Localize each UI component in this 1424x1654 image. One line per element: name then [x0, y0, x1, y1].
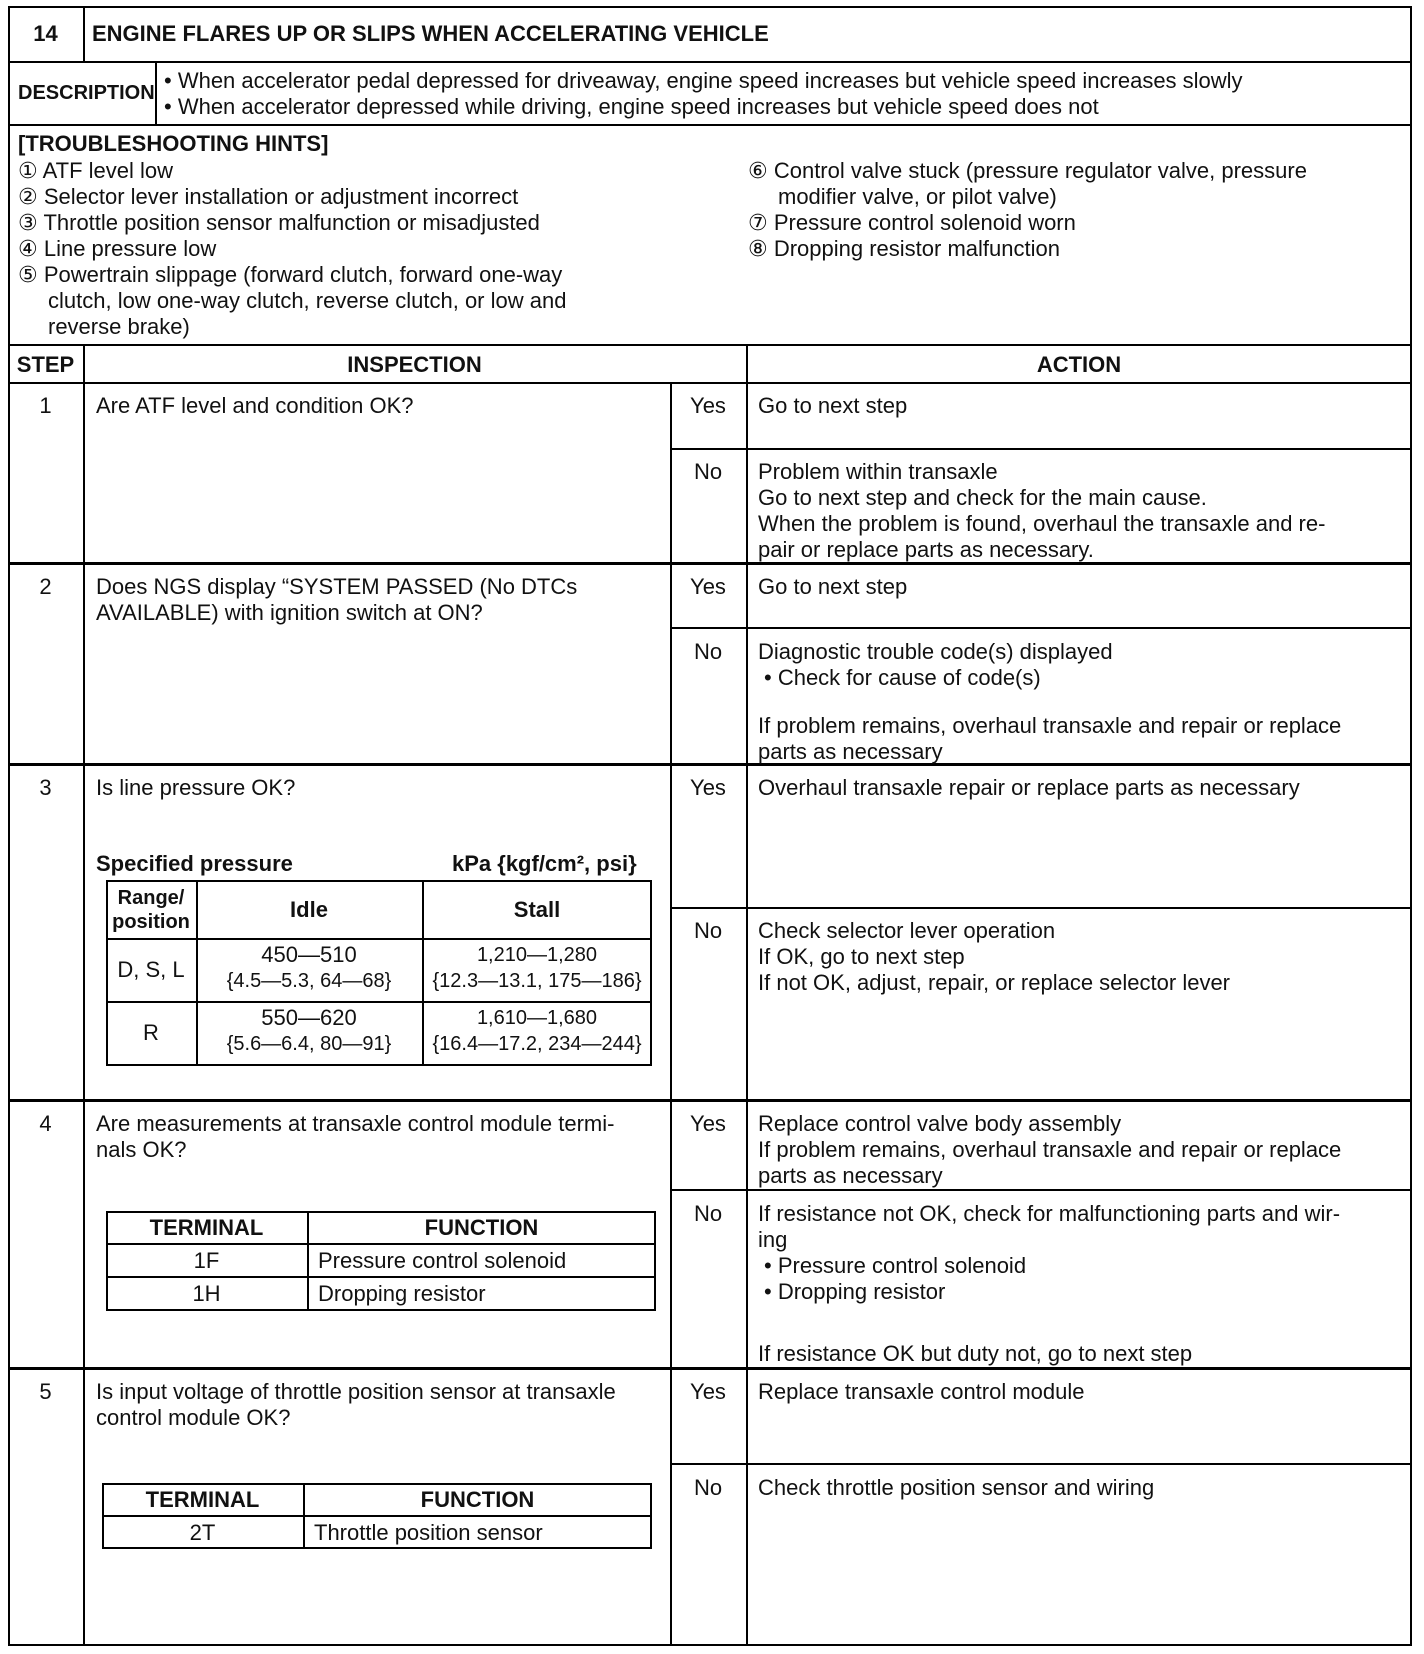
no-action: If resistance OK but duty not, go to next step [758, 1341, 1193, 1366]
step-inspection: Does NGS display “SYSTEM PASSED (No DTCs [96, 574, 578, 599]
step-inspection: Are ATF level and condition OK? [96, 393, 414, 418]
pressure-idle-alt: {4.5—5.3, 64—68} [226, 970, 392, 992]
yes-action: If problem remains, overhaul transaxle and repair or replace [758, 1137, 1342, 1162]
hint-item: ⑦ Pressure control solenoid worn [748, 210, 1076, 235]
no-label: No [693, 1475, 723, 1500]
step-number: 4 [39, 1111, 52, 1136]
hint-item: reverse brake) [48, 314, 190, 339]
hint-item: ⑧ Dropping resistor malfunction [748, 236, 1060, 261]
yes-action: parts as necessary [758, 1163, 943, 1188]
step-column-header: STEP [16, 352, 75, 377]
step-number: 1 [39, 393, 52, 418]
yes-label: Yes [690, 1379, 726, 1404]
pressure-header-range: Range/ [117, 887, 185, 909]
no-label: No [693, 459, 723, 484]
no-label: No [693, 639, 723, 664]
no-label: No [693, 918, 723, 943]
yes-action: Replace transaxle control module [758, 1379, 1085, 1404]
step-inspection: nals OK? [96, 1137, 187, 1162]
procedure-number: 14 [33, 21, 58, 46]
terminal-cell: 1F [193, 1248, 220, 1273]
no-action: Problem within transaxle [758, 459, 998, 484]
no-action: If resistance not OK, check for malfunctioning parts and wir- [758, 1201, 1341, 1226]
hints-title: [TROUBLESHOOTING HINTS] [18, 131, 329, 156]
description-line: • When accelerator depressed while driving, engine speed increases but vehicle speed does not [164, 94, 1099, 119]
step-inspection: AVAILABLE) with ignition switch at ON? [96, 600, 483, 625]
pressure-stall-alt: {16.4—17.2, 234—244} [432, 1033, 642, 1055]
no-action: • Pressure control solenoid [764, 1253, 1027, 1278]
function-header: FUNCTION [424, 1215, 539, 1240]
no-action: Diagnostic trouble code(s) displayed [758, 639, 1113, 664]
yes-action: Replace control valve body assembly [758, 1111, 1122, 1136]
step-number: 5 [39, 1379, 52, 1404]
hint-item: clutch, low one-way clutch, reverse clutch, or low and [48, 288, 567, 313]
spec-unit: kPa {kgf/cm², psi} [452, 851, 637, 876]
troubleshooting-page [8, 6, 1412, 1646]
spec-title: Specified pressure [96, 851, 293, 876]
yes-label: Yes [690, 574, 726, 599]
hint-item: ⑥ Control valve stuck (pressure regulator valve, pressure [748, 158, 1307, 183]
pressure-idle: 450—510 [261, 942, 357, 967]
terminal-cell: 1H [192, 1281, 221, 1306]
step-inspection: Is line pressure OK? [96, 775, 296, 800]
no-action: When the problem is found, overhaul the transaxle and re- [758, 511, 1326, 536]
step-number: 2 [39, 574, 52, 599]
pressure-idle: 550—620 [261, 1005, 357, 1030]
action-column-header: ACTION [1036, 352, 1122, 377]
pressure-header-position: position [112, 911, 190, 933]
yes-action: Go to next step [758, 574, 908, 599]
no-action: Go to next step and check for the main cause. [758, 485, 1207, 510]
step-inspection: Is input voltage of throttle position sensor at transaxle [96, 1379, 616, 1404]
no-action: • Check for cause of code(s) [764, 665, 1041, 690]
step-inspection: Are measurements at transaxle control module termi- [96, 1111, 615, 1136]
no-action: • Dropping resistor [764, 1279, 946, 1304]
hint-item: ⑤ Powertrain slippage (forward clutch, forward one-way [18, 262, 563, 287]
yes-label: Yes [690, 1111, 726, 1136]
step-inspection: control module OK? [96, 1405, 291, 1430]
description-line: • When accelerator pedal depressed for driveaway, engine speed increases but vehicle speed increases slowly [164, 68, 1243, 93]
pressure-stall: 1,210—1,280 [476, 944, 598, 966]
yes-action: Overhaul transaxle repair or replace parts as necessary [758, 775, 1300, 800]
function-cell: Throttle position sensor [314, 1520, 543, 1545]
no-action: Check selector lever operation [758, 918, 1056, 943]
no-action: Check throttle position sensor and wiring [758, 1475, 1155, 1500]
hint-item: ④ Line pressure low [18, 236, 217, 261]
no-action: If OK, go to next step [758, 944, 965, 969]
hint-item: ① ATF level low [18, 158, 174, 183]
no-action: If not OK, adjust, repair, or replace selector lever [758, 970, 1231, 995]
hint-item: modifier valve, or pilot valve) [778, 184, 1057, 209]
no-action: parts as necessary [758, 739, 943, 764]
yes-label: Yes [690, 775, 726, 800]
terminal-cell: 2T [189, 1520, 216, 1545]
inspection-column-header: INSPECTION [347, 352, 482, 377]
step-number: 3 [39, 775, 52, 800]
terminal-header: TERMINAL [149, 1215, 264, 1240]
function-cell: Pressure control solenoid [318, 1248, 567, 1273]
function-cell: Dropping resistor [318, 1281, 486, 1306]
pressure-idle-alt: {5.6—6.4, 80—91} [226, 1033, 392, 1055]
description-label: DESCRIPTION [18, 82, 155, 104]
pressure-header-stall: Stall [513, 897, 561, 922]
no-action: If problem remains, overhaul transaxle and repair or replace [758, 713, 1342, 738]
function-header: FUNCTION [420, 1487, 535, 1512]
yes-label: Yes [690, 393, 726, 418]
pressure-header-idle: Idle [290, 897, 328, 922]
procedure-title: ENGINE FLARES UP OR SLIPS WHEN ACCELERATING VEHICLE [92, 21, 769, 46]
no-action: ing [758, 1227, 788, 1252]
no-action: pair or replace parts as necessary. [758, 537, 1094, 562]
yes-action: Go to next step [758, 393, 908, 418]
pressure-stall: 1,610—1,680 [476, 1007, 598, 1029]
no-label: No [693, 1201, 723, 1226]
pressure-range: D, S, L [117, 957, 185, 982]
hint-item: ③ Throttle position sensor malfunction or misadjusted [18, 210, 540, 235]
pressure-range: R [143, 1020, 159, 1045]
terminal-header: TERMINAL [145, 1487, 260, 1512]
hint-item: ② Selector lever installation or adjustment incorrect [18, 184, 519, 209]
pressure-stall-alt: {12.3—13.1, 175—186} [432, 970, 642, 992]
